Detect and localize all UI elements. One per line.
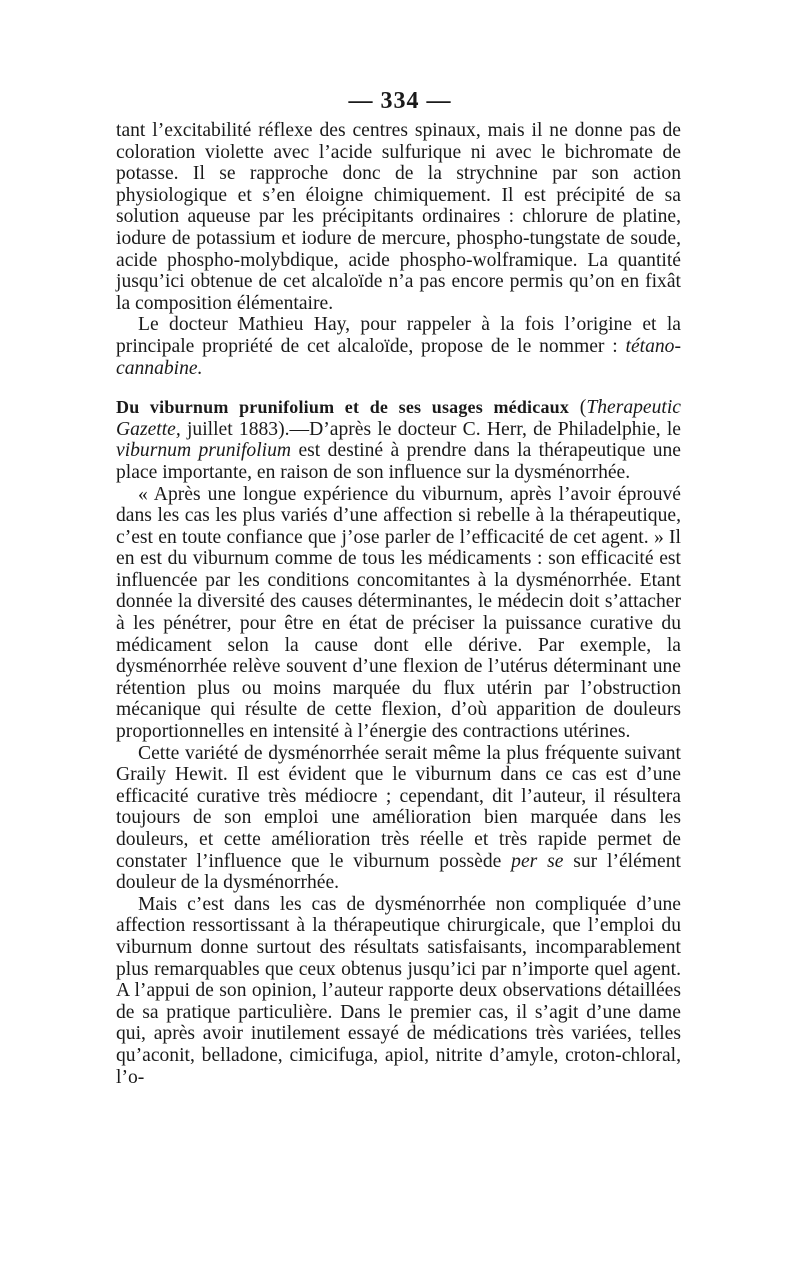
paragraph-graily-hewit	[116, 743, 681, 894]
paragraph-strychnine-comparison: tant l’excitabilité réflexe des centres spinaux, mais il ne donne pas de coloration violette avec l’acide sulfurique ni avec le bichromate de potasse. Il se rapproche donc de la strychnine par son action physiologique et s’en éloigne chimiquement. Il est précipité de sa solution aqueuse par les précipitants ordinaires : chlorure de platine, iodure de potassium et iodure de mercure, phospho-tungstate de soude, acide phospho-molybdique, acide phospho-wolframique. La quantité jusqu’ici obtenue de cet alcaloïde n’a pas encore permis qu’on en fixât la composition élémentaire.	[116, 120, 681, 314]
body-text	[116, 120, 681, 1088]
paragraph-quotation: « Après une longue expérience du viburnum, après l’avoir éprouvé dans les cas les plus variés d’une affection si rebelle à la thérapeutique, c’est en toute confiance que j’ose parler de l’efficacité de cet agent. » Il en est du viburnum comme de tous les médicaments : son efficacité est influencée par les conditions concomitantes à la dysménorrhée. Etant donnée la diversité des causes déterminantes, le médecin doit s’attacher à les pénétrer, pour être en état de préciser la puissance curative du médicament selon la cause dont elle dérive. Par exemple, la dysménorrhée relève souvent d’une flexion de l’utérus déterminant une rétention plus ou moins marquée du flux utérin par l’obstruction mécanique qui résulte de cette flexion, d’où apparition de douleurs proportionnelles en intensité à l’énergie des contractions utérines.	[116, 483, 681, 743]
alkaloid-name: tétano-cannabine.	[116, 335, 681, 379]
article-date: juillet 1883).—D’après le docteur C. Herr, de Philadelphie, le	[180, 418, 681, 440]
hewit-text-start: Cette variété de dysménorrhée serait même la plus fréquente suivant Graily Hewit. Il est évident que le viburnum dans ce cas est d’une efficacité curative très médiocre ; cependant, dit l’auteur, il résultera toujours de son emploi une amélioration bien marquée dans les douleurs, et cette amélioration très réelle et très rapide permet de constater l’influence que le viburnum possède	[116, 742, 681, 872]
article-intro-rest: est destiné à prendre dans la thérapeutique une place importante, en raison de son influence sur la dysménorrhée.	[116, 440, 681, 483]
hewit-text-end: sur l’élément douleur de la dysménorrhée.	[116, 850, 681, 894]
article-source: Therapeutic Gazette,	[116, 397, 681, 440]
article-viburnum: Du viburnum prunifolium et de ses usages médicaux (Therapeutic Gazette, juillet 1883).—D’après le docteur C. Herr, de Philadelphie, le viburnum prunifolium est destiné à prendre dans la thérapeutique une place importante, en raison de son influence sur la dysménorrhée.	[116, 397, 681, 483]
paragraph-uncomplicated-cases: Mais c’est dans les cas de dysménorrhée non compliquée d’une affection ressortissant à la thérapeutique chirurgicale, que l’emploi du viburnum donne surtout des résultats satisfaisants, incomparablement plus remarquables que ceux obtenus jusqu’ici par n’importe quel agent. A l’appui de son opinion, l’auteur rapporte deux observations détaillées de sa pratique particulière. Dans le premier cas, il s’agit d’une dame qui, après avoir inutilement essayé de médications très variées, telles qu’aconit, belladone, cimicifuga, apiol, nitrite d’amyle, croton-chloral, l’o-	[116, 893, 681, 1088]
page-number: — 334 —	[348, 88, 452, 114]
paragraph-naming	[116, 314, 681, 379]
article-heading: Du viburnum prunifolium et de ses usages médicaux	[116, 397, 570, 418]
naming-text: Le docteur Mathieu Hay, pour rappeler à la fois l’origine et la principale propriété de cet alcaloïde, propose de le nommer :	[116, 314, 681, 357]
latin-phrase: per se	[511, 850, 564, 872]
plant-name: viburnum prunifolium	[116, 440, 292, 462]
